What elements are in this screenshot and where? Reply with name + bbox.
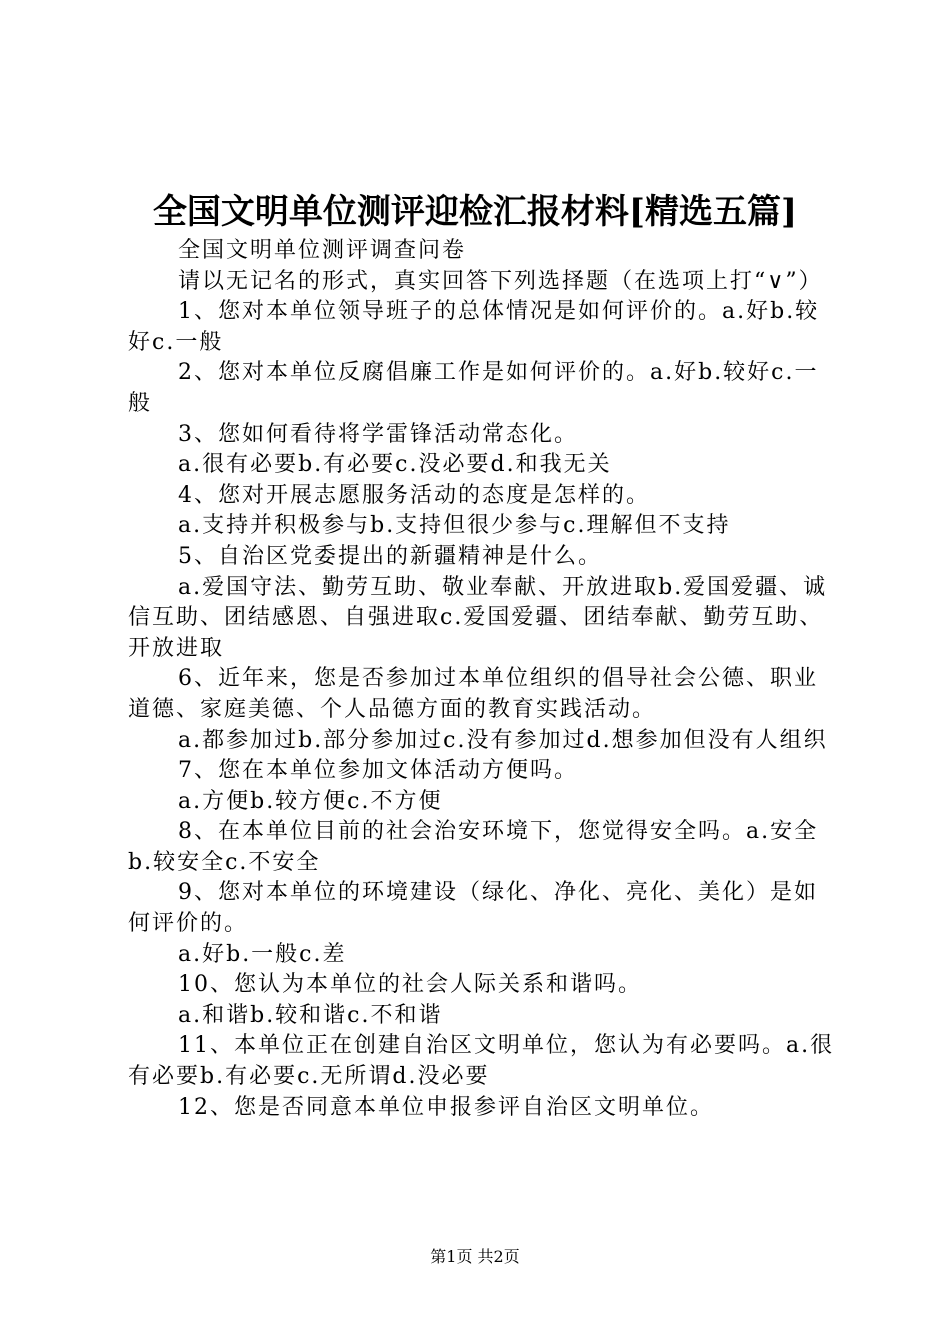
paragraph: 2、您对本单位反腐倡廉工作是如何评价的。a.好b.较好c.一般 (128, 360, 819, 416)
paragraph: 请以无记名的形式，真实回答下列选择题（在选项上打“∨”） (178, 268, 823, 294)
paragraph: 8、在本单位目前的社会治安环境下，您觉得安全吗。a.安全b.较安全c.不安全 (128, 819, 819, 875)
page-number-footer: 第1页 共2页 (430, 1247, 520, 1266)
document-title: 全国文明单位测评迎检汇报材料[精选五篇] (152, 192, 798, 232)
paragraph: 11、本单位正在创建自治区文明单位，您认为有必要吗。a.很有必要b.有必要c.无所谓d.没必要 (128, 1033, 835, 1090)
paragraph: a.爱国守法、勤劳互助、敬业奉献、开放进取b.爱国爱疆、诚信互助、团结感恩、自强进取c.爱国爱疆、团结奉献、勤劳互助、开放进取 (128, 574, 828, 661)
paragraph: 全国文明单位测评调查问卷 (178, 238, 467, 263)
paragraph: 12、您是否同意本单位申报参评自治区文明单位。 (178, 1094, 714, 1120)
paragraph: 9、您对本单位的环境建设（绿化、净化、亮化、美化）是如何评价的。 (128, 880, 818, 937)
document-body (128, 236, 840, 1123)
paragraph: a.支持并积极参与b.支持但很少参与c.理解但不支持 (178, 513, 731, 539)
paragraph: 6、近年来，您是否参加过本单位组织的倡导社会公德、职业道德、家庭美德、个人品德方面的教育实践活动。 (128, 666, 818, 722)
paragraph: 7、您在本单位参加文体活动方便吗。 (178, 758, 578, 784)
paragraph: a.很有必要b.有必要c.没必要d.和我无关 (178, 452, 612, 478)
paragraph: a.都参加过b.部分参加过c.没有参加过d.想参加但没有人组织 (178, 727, 828, 753)
paragraph: a.好b.一般c.差 (178, 941, 347, 967)
paragraph: 5、自治区党委提出的新疆精神是什么。 (178, 543, 602, 569)
paragraph: a.方便b.较方便c.不方便 (178, 788, 443, 814)
paragraph: 3、您如何看待将学雷锋活动常态化。 (178, 421, 578, 447)
paragraph: 4、您对开展志愿服务活动的态度是怎样的。 (178, 482, 650, 508)
paragraph: 1、您对本单位领导班子的总体情况是如何评价的。a.好b.较好c.一般 (128, 299, 820, 355)
paragraph: a.和谐b.较和谐c.不和谐 (178, 1002, 443, 1028)
paragraph: 10、您认为本单位的社会人际关系和谐吗。 (178, 972, 642, 998)
